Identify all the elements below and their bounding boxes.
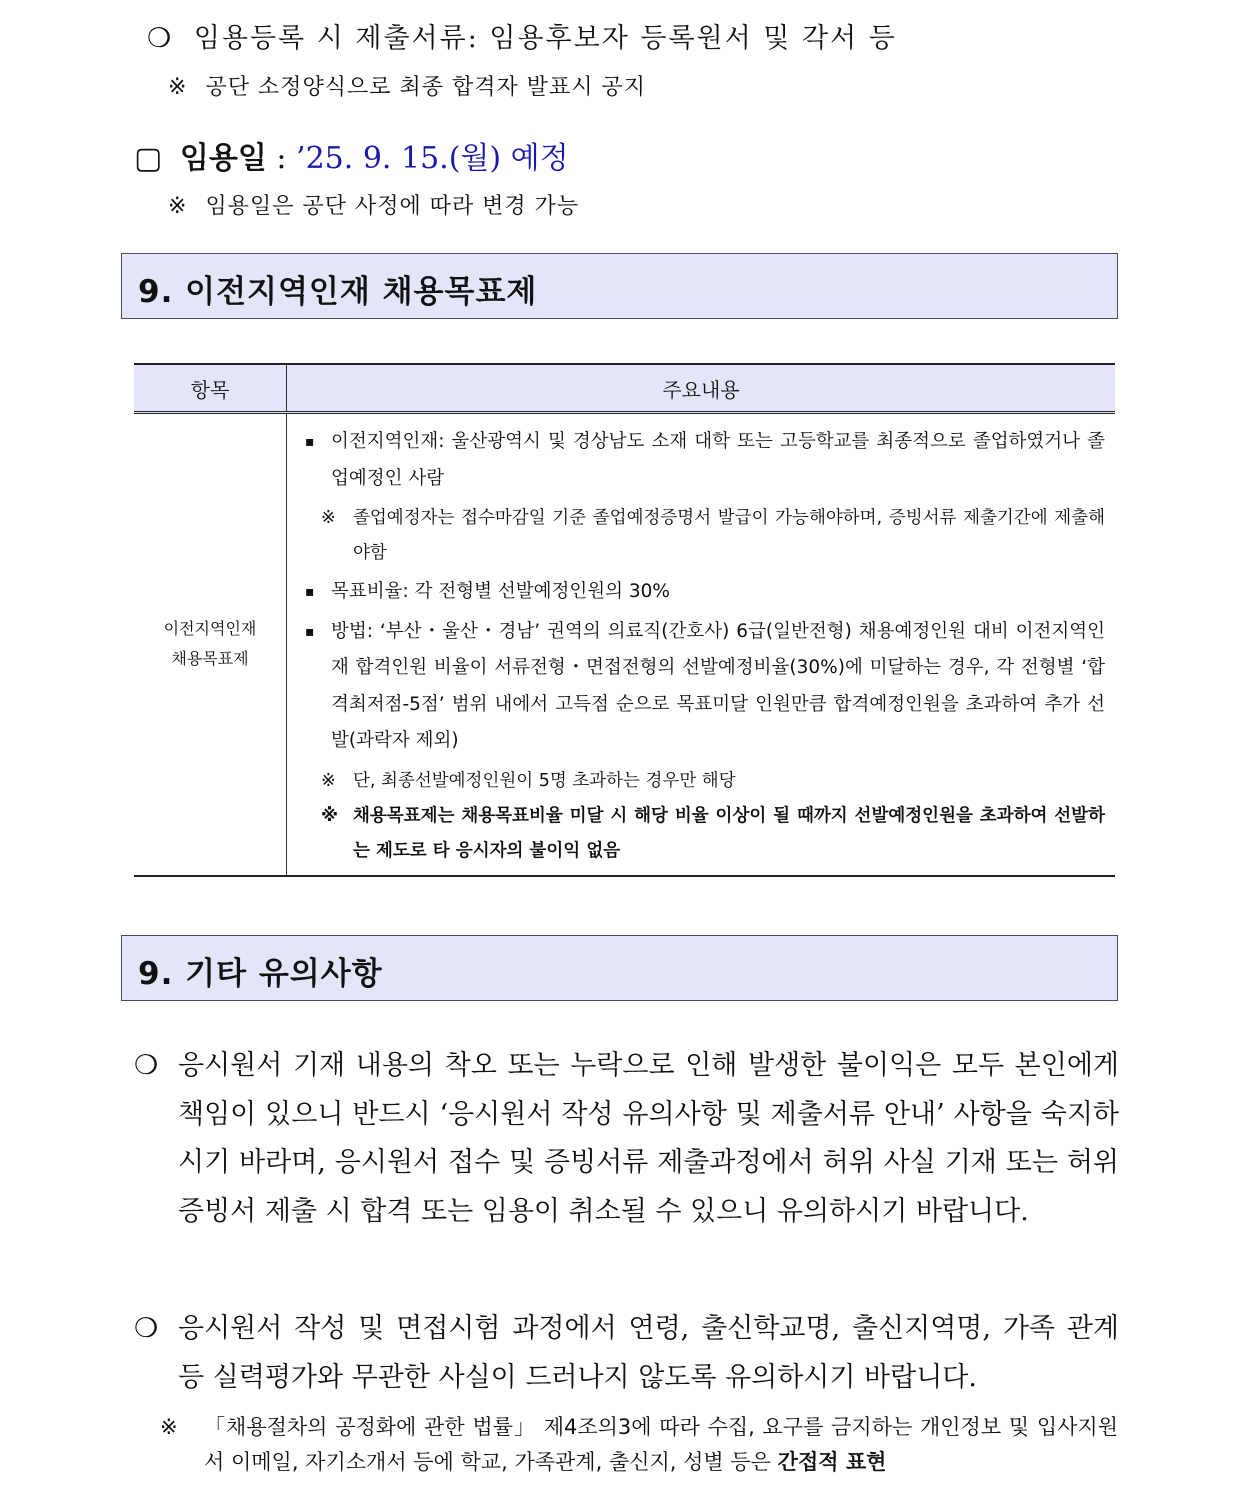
law-note [160,1410,1118,1480]
table-row [134,413,1115,876]
submission-docs-text: 임용등록 시 제출서류: 임용후보자 등록원서 및 각서 등 [193,23,897,54]
reference-mark-icon: ※ [321,508,336,528]
note-graduation-text: 졸업예정자는 접수마감일 기준 졸업예정증명서 발급이 가능해야하며, 증빙서류 제출기간에 제출해야함 [353,508,1105,563]
section-header-other-notes [121,935,1118,1001]
row-content-cell [287,413,1116,876]
section-title: 9. 이전지역인재 채용목표제 [138,274,538,310]
form-notice-line [168,70,646,101]
section-title: 9. 기타 유의사항 [138,956,383,992]
note-condition-text: 단, 최종선발예정인원이 5명 초과하는 경우만 해당 [353,770,736,791]
row-label-line2: 채용목표제 [171,649,249,669]
circle-bullet-icon: ❍ [134,1313,159,1344]
notice-paragraph-text: 응시원서 기재 내용의 착오 또는 누락으로 인해 발생한 불이익은 모두 본인에게 책임이 있으니 반드시 ‘응시원서 작성 유의사항 및 제출서류 안내’ 사항을 숙지하시기 바라며, 응시원서 접수 및 증빙서류 제출과정에서 허위 사실 기재 또는 허위증빙서 제출 시 합격 또는 임용이 취소될 수 있으니 유의하시기 바랍니다. [178,1050,1119,1227]
circle-bullet-icon: ❍ [134,1050,159,1081]
list-item-eligibility: ▪ 이전지역인재: 울산광역시 및 경상남도 소재 대학 또는 고등학교를 최종적으로 졸업하였거나 졸업예정인 사람 [305,424,1105,497]
law-note-emphasis: 간접적 표현 [777,1450,887,1474]
reference-mark-icon: ※ [168,75,187,100]
section-header-relocation [121,253,1118,319]
law-note-text [160,1410,1118,1480]
row-label-cell [134,413,287,876]
column-header-item: 항목 [134,364,287,413]
reference-mark-icon: ※ [168,194,187,219]
appointment-date-value: ’25. 9. 15.(월) 예정 [296,141,569,176]
reference-mark-icon: ※ [321,770,336,791]
appointment-date-line [134,133,569,177]
hiring-target-table [134,363,1115,877]
reference-mark-icon: ※ [160,1415,178,1439]
checkbox-square-icon: ▢ [134,141,163,176]
table-header-row [134,364,1115,413]
date-separator: : [266,141,297,176]
date-change-notice-text: 임용일은 공단 사정에 따라 변경 가능 [205,194,580,219]
form-notice-text: 공단 소정양식으로 최종 합격자 발표시 공지 [205,75,646,100]
column-header-content: 주요내용 [287,364,1116,413]
appointment-date-label: 임용일 [179,141,267,176]
submission-docs-line [147,16,897,55]
circle-bullet-icon: ❍ [147,23,172,54]
list-item-method: ▪ 방법: ‘부산・울산・경남’ 권역의 의료직(간호사) 6급(일반전형) 채용예정인원 대비 이전지역인재 합격인원 비율이 서류전형・면접전형의 선발예정비율(30%)에 미달하는 경우, 각 전형별 ‘합격최저점-5점’ 범위 내에서 고득점 순으로 목표미달 인원만큼 합격예정인원을 초과하여 추가 선발(과락자 제외) [305,614,1105,760]
note-graduation [305,501,1105,571]
note-no-disadvantage-text: 채용목표제는 채용목표비율 미달 시 해당 비율 이상이 될 때까지 선발예정인원을 초과하여 선발하는 제도로 타 응시자의 불이익 없음 [353,805,1105,861]
reference-mark-icon: ※ [321,805,339,826]
notice-paragraph-application [134,1042,1119,1236]
law-note-body: 「채용절차의 공정화에 관한 법률」 제4조의3에 따라 수집, 요구를 금지하는 개인정보 및 입사지원서 이메일, 자기소개서 등에 학교, 가족관계, 출신지, 성별 등은 [204,1415,1118,1474]
notice-paragraph-text: 응시원서 작성 및 면접시험 과정에서 연령, 출신학교명, 출신지역명, 가족 관계 등 실력평가와 무관한 사실이 드러나지 않도록 유의하시기 바랍니다. [178,1313,1119,1393]
note-condition [305,764,1105,799]
date-change-notice-line [168,189,579,220]
note-no-disadvantage [305,799,1105,869]
list-item-target-ratio: ▪ 목표비율: 각 전형별 선발예정인원의 30% [305,574,1105,611]
row-label-line1: 이전지역인재 [163,619,257,639]
notice-paragraph-blind [134,1305,1119,1402]
